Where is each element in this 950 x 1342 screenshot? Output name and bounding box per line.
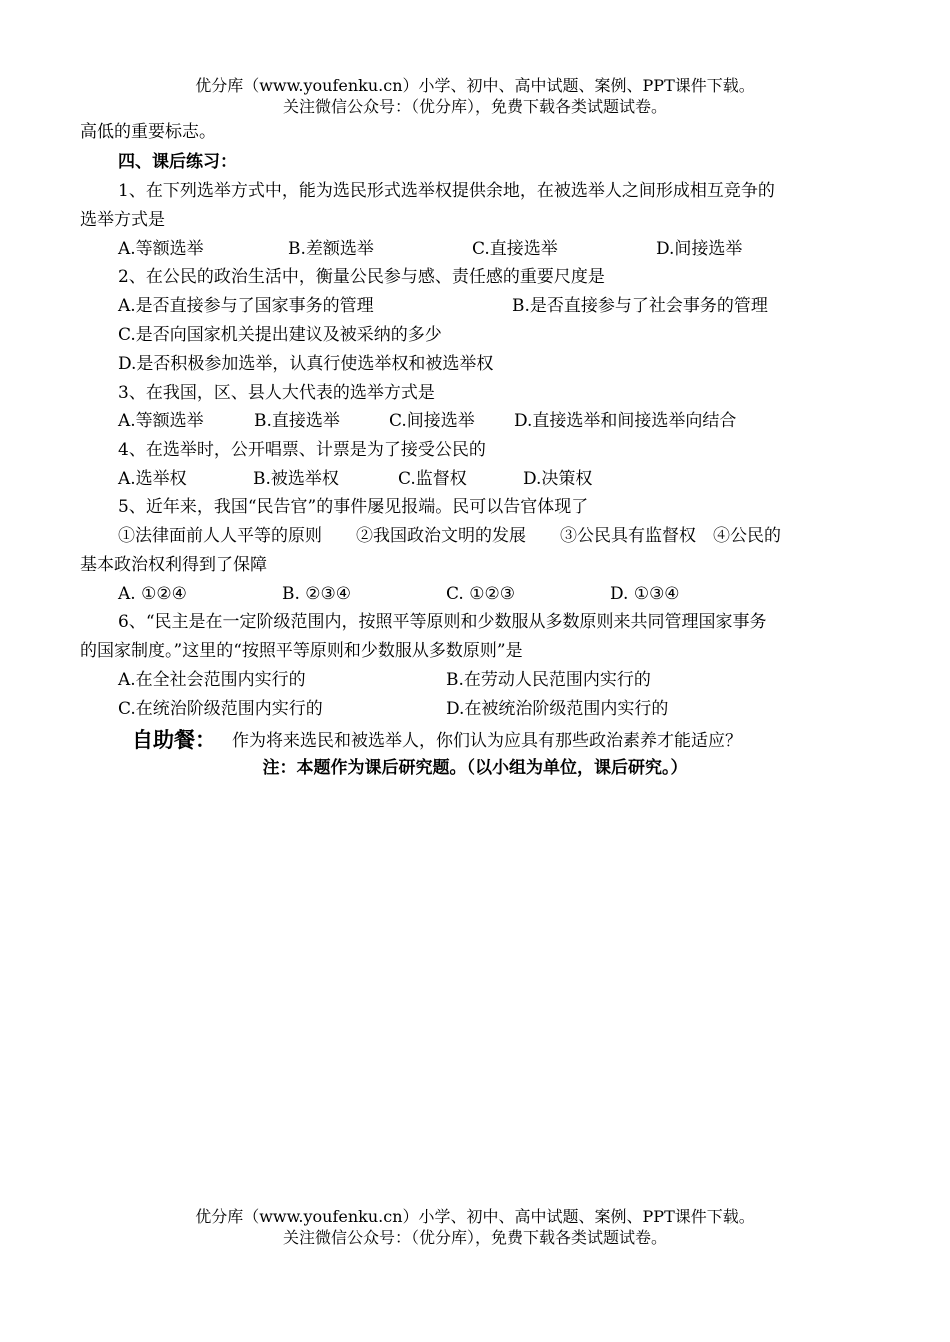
q2-option-d: D.是否积极参加选举，认真行使选举权和被选举权 <box>118 354 494 374</box>
q2-option-b: B.是否直接参与了社会事务的管理 <box>512 296 768 316</box>
header-line-2: 关注微信公众号：（优分库），免费下载各类试题试卷。 <box>282 97 667 116</box>
q1-stem-line-2: 选举方式是 <box>80 210 165 230</box>
self-help-question: 作为将来选民和被选举人，你们认为应具有那些政治素养才能适应？ <box>232 731 742 751</box>
q3-option-a: A.等额选举 <box>118 411 204 431</box>
q6-options-ab <box>118 669 918 691</box>
q4-option-c: C.监督权 <box>398 469 467 489</box>
footer-line-2: 关注微信公众号：（优分库），免费下载各类试题试卷。 <box>282 1228 667 1247</box>
q6-options-cd <box>118 698 918 720</box>
q5-option-a: A. ①②④ <box>118 584 187 604</box>
q3-options <box>118 410 918 432</box>
q1-options <box>118 238 918 260</box>
q6-stem-line-2: 的国家制度。”这里的“按照平等原则和少数服从多数原则”是 <box>80 641 523 661</box>
header-line-1: 优分库（www.youfenku.cn）小学、初中、高中试题、案例、PPT课件下载。 <box>195 76 755 95</box>
page-footer <box>0 1206 950 1248</box>
q4-option-b: B.被选举权 <box>253 469 339 489</box>
q5-options <box>118 583 918 605</box>
page-header <box>0 75 950 117</box>
q6-option-b: B.在劳动人民范围内实行的 <box>446 670 651 690</box>
q4-option-d: D.决策权 <box>523 469 593 489</box>
q3-option-d: D.直接选举和间接选举向结合 <box>514 411 737 431</box>
q1-option-c: C.直接选举 <box>472 239 558 259</box>
q4-options <box>118 468 918 490</box>
q2-stem: 2、在公民的政治生活中，衡量公民参与感、责任感的重要尺度是 <box>118 267 605 287</box>
footer-line-1: 优分库（www.youfenku.cn）小学、初中、高中试题、案例、PPT课件下载。 <box>195 1207 755 1226</box>
q1-option-b: B.差额选举 <box>288 239 374 259</box>
q1-option-a: A.等额选举 <box>118 239 204 259</box>
q4-stem: 4、在选举时，公开唱票、计票是为了接受公民的 <box>118 440 486 460</box>
q2-option-c: C.是否向国家机关提出建议及被采纳的多少 <box>118 325 442 345</box>
q5-option-c: C. ①②③ <box>446 584 515 604</box>
q2-options-ab <box>118 295 918 317</box>
section-title: 四、课后练习： <box>118 152 237 172</box>
q6-option-d: D.在被统治阶级范围内实行的 <box>446 699 669 719</box>
q5-option-d: D. ①③④ <box>610 584 680 604</box>
q6-option-c: C.在统治阶级范围内实行的 <box>118 699 323 719</box>
q5-items-line-2: 基本政治权利得到了保障 <box>80 555 267 575</box>
q3-stem: 3、在我国，区、县人大代表的选举方式是 <box>118 383 435 403</box>
q6-stem-line-1: 6、“民主是在一定阶级范围内，按照平等原则和少数服从多数原则来共同管理国家事务 <box>118 612 767 632</box>
self-help-label: 自助餐： <box>132 728 216 752</box>
q3-option-b: B.直接选举 <box>254 411 340 431</box>
q2-option-a: A.是否直接参与了国家事务的管理 <box>118 296 374 316</box>
q3-option-c: C.间接选举 <box>389 411 475 431</box>
q5-stem: 5、近年来，我国“民告官”的事件屡见报端。民可以告官体现了 <box>118 497 589 517</box>
q6-option-a: A.在全社会范围内实行的 <box>118 670 306 690</box>
q1-option-d: D.间接选举 <box>656 239 743 259</box>
q5-option-b: B. ②③④ <box>282 584 352 604</box>
intro-tail: 高低的重要标志。 <box>80 122 216 142</box>
q5-items-line-1: ①法律面前人人平等的原则 ②我国政治文明的发展 ③公民具有监督权 ④公民的 <box>118 526 781 546</box>
q4-option-a: A.选举权 <box>118 469 187 489</box>
q1-stem-line-1: 1、在下列选举方式中，能为选民形式选举权提供余地，在被选举人之间形成相互竞争的 <box>118 181 775 201</box>
self-help-note: 注：本题作为课后研究题。（以小组为单位，课后研究。） <box>262 758 688 778</box>
